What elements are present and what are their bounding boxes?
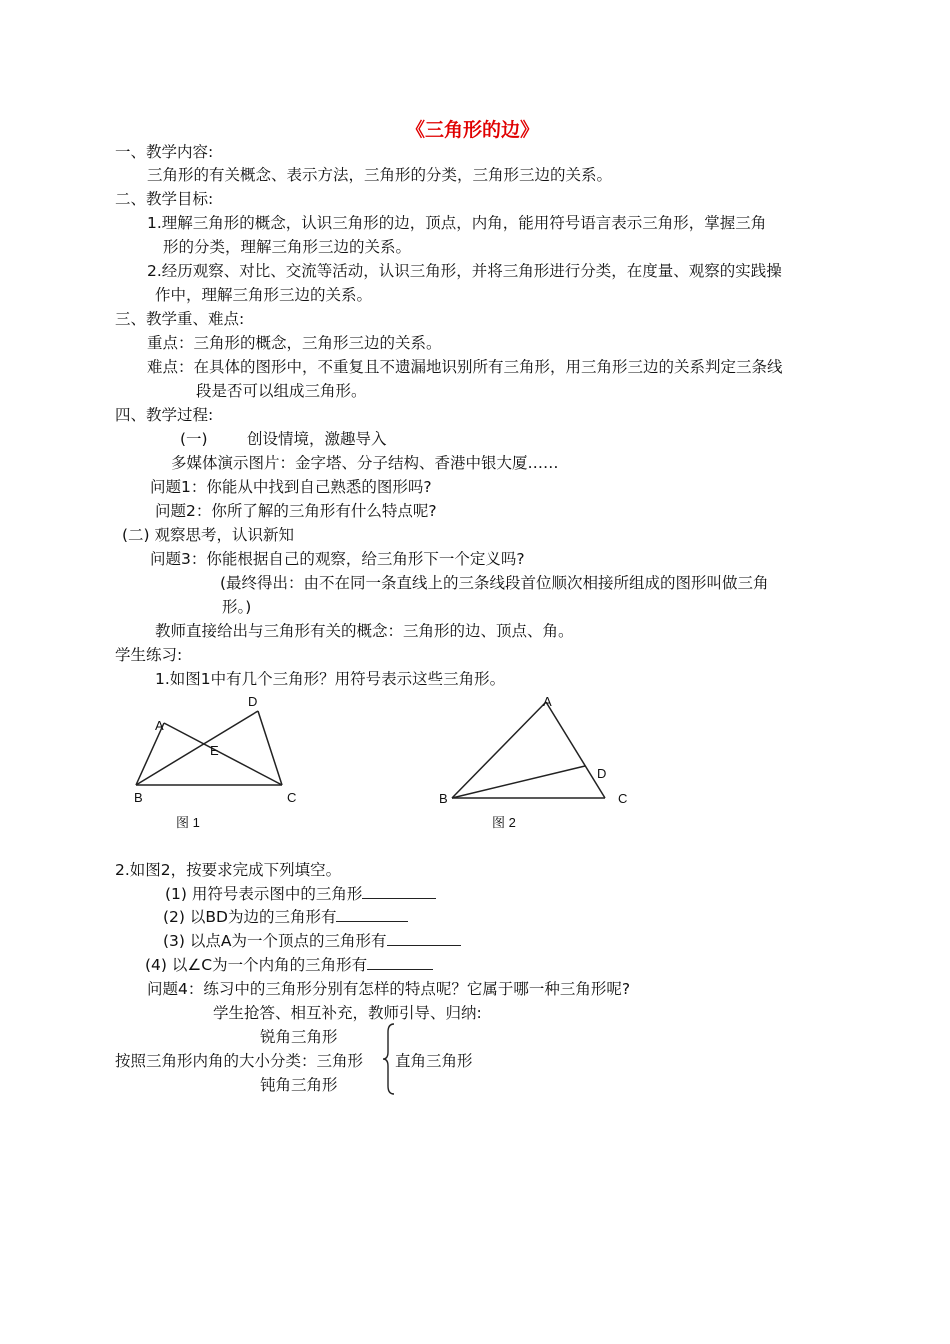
fig1-caption: 图 1 [176,815,200,830]
part-2-heading: (二) 观察思考，认识新知 [122,526,295,544]
fig2-label-d: D [597,766,607,781]
classification-prefix: 按照三角形内角的大小分类：三角形 [115,1052,364,1070]
section-2-heading: 二、教学目标: [115,190,214,208]
fill-4-blank[interactable] [367,955,433,970]
fig2-label-a: A [543,694,552,709]
fill-3-text: (3) 以点A为一个顶点的三角形有 [163,932,387,950]
question-1: 问题1：你能从中找到自己熟悉的图形吗? [150,478,432,496]
fill-4-text: (4) 以∠C为一个内角的三角形有 [145,956,368,974]
section-1-heading: 一、教学内容: [115,143,214,161]
difficult-point-line-1: 难点：在具体的图形中，不重复且不遗漏地识别所有三角形，用三角形三边的关系判定三条线 [147,358,783,376]
figure-1 [120,690,320,835]
fig1-label-a: A [155,718,164,733]
obtuse-triangle: 钝角三角形 [260,1076,338,1094]
question-3: 问题3：你能根据自己的观察，给三角形下一个定义吗? [150,550,525,568]
teacher-concepts: 教师直接给出与三角形有关的概念：三角形的边、顶点、角。 [155,622,574,640]
fig2-label-b: B [439,791,448,806]
part-1-title: 创设情境，激趣导入 [247,430,387,448]
fill-1-text: (1) 用符号表示图中的三角形 [165,885,363,903]
final-definition-line-2: 形。) [222,598,252,616]
fill-3-blank[interactable] [387,931,461,946]
section-1-content: 三角形的有关概念、表示方法，三角形的分类，三角形三边的关系。 [147,166,613,184]
difficult-point-line-2: 段是否可以组成三角形。 [196,382,367,400]
fig1-label-b: B [134,790,143,805]
fill-2-blank[interactable] [336,907,408,922]
section-4-heading: 四、教学过程: [115,406,214,424]
fig1-label-d: D [248,694,258,709]
fill-4 [145,955,433,975]
final-definition-line-1: (最终得出：由不在同一条直线上的三条线段首位顺次相接所组成的图形叫做三角 [220,574,769,592]
exercise-1: 1.如图1中有几个三角形？用符号表示这些三角形。 [155,670,506,688]
multimedia-line: 多媒体演示图片：金字塔、分子结构、香港中银大厦…… [171,454,559,472]
key-point: 重点：三角形的概念，三角形三边的关系。 [147,334,442,352]
curly-brace-icon [382,1022,396,1096]
practice-heading: 学生练习: [115,646,183,664]
page-title: 《三角形的边》 [406,119,540,141]
figure-2 [430,690,650,835]
fig2-label-c: C [618,791,628,806]
fill-1 [165,884,436,904]
part-1-number: (一) [180,430,208,448]
fill-2 [163,907,408,927]
fig1-label-c: C [287,790,297,805]
fill-3 [163,931,461,951]
question-4: 问题4：练习中的三角形分别有怎样的特点呢？它属于哪一种三角形呢? [147,980,631,998]
right-triangle: 直角三角形 [395,1052,473,1070]
exercise-2: 2.如图2，按要求完成下列填空。 [115,861,342,879]
fig1-label-e: E [210,743,219,758]
fill-1-blank[interactable] [362,884,436,899]
goal-2-line-2: 作中，理解三角形三边的关系。 [155,286,373,304]
students-summary: 学生抢答、相互补充，教师引导、归纳: [213,1004,482,1022]
goal-2-line-1: 2.经历观察、对比、交流等活动，认识三角形，并将三角形进行分类，在度量、观察的实践操 [147,262,782,280]
section-3-heading: 三、教学重、难点: [115,310,245,328]
goal-1-line-1: 1.理解三角形的概念，认识三角形的边，顶点，内角，能用符号语言表示三角形，掌握三角 [147,214,767,232]
fig2-caption: 图 2 [492,815,516,830]
question-2: 问题2：你所了解的三角形有什么特点呢? [155,502,437,520]
goal-1-line-2: 形的分类，理解三角形三边的关系。 [163,238,412,256]
fill-2-text: (2) 以BD为边的三角形有 [163,908,337,926]
acute-triangle: 锐角三角形 [260,1028,338,1046]
